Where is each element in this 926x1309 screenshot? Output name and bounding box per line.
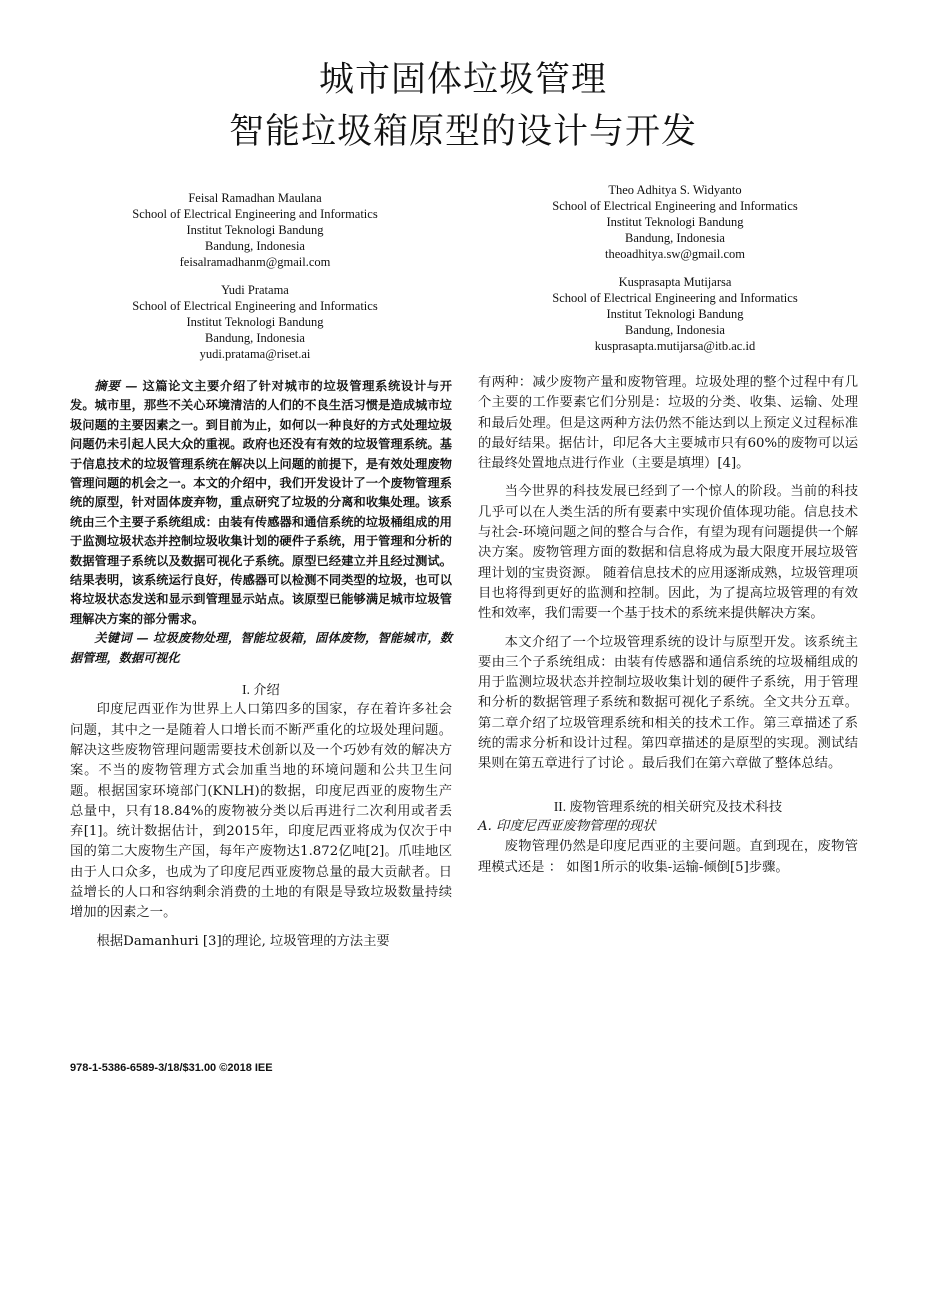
section-heading-1: I. 介绍 [242,682,280,698]
copyright-footer: 978-1-5386-6589-3/18/$31.00 ©2018 IEE [70,1062,273,1074]
intro-paragraph-5: 本文介绍了一个垃圾管理系统的设计与原型开发。该系统主要由三个子系统组成：由装有传感器和通信系统的垃圾桶组成的用于监测垃圾状态并控制垃圾收集计划的硬件子系统，用于管理和分析的数据管理子系统和数据可视化子系统。全文共分五章。第二章介绍了垃圾管理系统和相关的技术工作。第三章描述了系统的需求分析和设计过程。第四章描述的是原型的实现。测试结果则在第五章进行了讨论 。最后我们在第六章做了整体总结。 [478,634,858,772]
author-city: Bandung, Indonesia [205,239,305,253]
section2-paragraph-1: 废物管理仍然是印度尼西亚的主要问题。直到现在，废物管理模式还是 ： 如图1所示的收集-运输-倾倒[5]步骤。 [478,839,858,875]
author-block-2 [515,182,835,262]
abstract [70,377,452,629]
keywords [70,629,452,668]
author-name: Theo Adhitya S. Widyanto [608,183,742,197]
keywords-label: 关键词 — [94,631,149,646]
author-block-3 [95,282,415,362]
right-column [478,373,858,878]
author-city: Bandung, Indonesia [625,323,725,337]
abstract-text: 这篇论文主要介绍了针对城市的垃圾管理系统设计与开发。城市里，那些不关心环境清洁的人们的不良生活习惯是造成城市垃圾问题的主要因素之一。到目前为止，如何以一种良好的方式处理垃圾问题仍未引起人民大众的重视。政府也还没有有效的垃圾管理系统。基于信息技术的垃圾管理系统在解决以上问题的前提下，是有效处理废物管理问题的机会之一。本文的介绍中，我们开发设计了一个废物管理系统的原型，针对固体废弃物，重点研究了垃圾的分离和收集处理。该系统由三个主要子系统组成：由装有传感器和通信系统的垃圾桶组成的用于监测垃圾状态并控制垃圾收集计划的硬件子系统，用于管理和分析的数据管理子系统以及数据可视化子系统。原型已经建立并且经过测试。结果表明，该系统运行良好，传感器可以检测不同类型的垃圾，也可以将垃圾状态发送和显示到管理显示站点。该原型已能够满足城市垃圾管理解决方案的部分需求。 [70,379,453,626]
intro-paragraph-4: 当今世界的科技发展已经到了一个惊人的阶段。当前的科技几乎可以在人类生活的所有要素中实现价值体现功能。信息技术与社会-环境问题之间的整合与合作，有望为现有问题提供一个解决方案。废物管理方面的数据和信息将成为最大限度开展垃圾管理计划的宝贵资源。 随着信息技术的应用逐渐成熟，垃圾管理项目也将得到更好的监测和控制。因此，为了提高垃圾管理的有效性和效率，我们需要一个基于技术的系统来提供解决方案。 [478,484,858,622]
abstract-label: 摘要 — [94,379,138,393]
author-email: kusprasapta.mutijarsa@itb.ac.id [594,339,756,353]
author-name: Yudi Pratama [221,283,289,297]
author-institute: Institut Teknologi Bandung [606,215,744,229]
author-institute: Institut Teknologi Bandung [606,307,744,321]
section-heading-2: II. 废物管理系统的相关研究及技术科技 [553,798,783,814]
left-column [70,377,452,952]
author-school: School of Electrical Engineering and Informatics [552,291,798,305]
author-email: feisalramadhanm@gmail.com [179,255,331,269]
author-city: Bandung, Indonesia [205,331,305,345]
paper-title-line-1: 城市固体垃圾管理 [318,60,607,100]
author-institute: Institut Teknologi Bandung [186,223,324,237]
subsection-heading-2a: A. 印度尼西亚废物管理的现状 [478,818,656,834]
author-school: School of Electrical Engineering and Informatics [132,207,378,221]
author-name: Feisal Ramadhan Maulana [188,191,322,205]
intro-paragraph-3: 有两种：减少废物产量和废物管理。垃圾处理的整个过程中有几个主要的工作要素它们分别是：垃圾的分类、收集、运输、处理和最后处理。但是这两种方法仍然不能达到以上预定义过程标准的最好结果。据估计，印尼各大主要城市只有60%的废物可以运往最终处置地点进行作业（主要是填埋）[4]。 [478,375,858,472]
paper-title-line-2: 智能垃圾箱原型的设计与开发 [228,112,697,152]
author-name: Kusprasapta Mutijarsa [618,275,732,289]
author-school: School of Electrical Engineering and Informatics [552,199,798,213]
author-city: Bandung, Indonesia [625,231,725,245]
intro-paragraph-2: 根据Damanhuri [3]的理论, 垃圾管理的方法主要 [96,933,390,949]
author-email: yudi.pratama@riset.ai [199,347,311,361]
author-block-4 [515,274,835,354]
author-email: theoadhitya.sw@gmail.com [605,247,745,261]
author-institute: Institut Teknologi Bandung [186,315,324,329]
keywords-text: 垃圾废物处理，智能垃圾箱，固体废物，智能城市，数据管理，数据可视化 [70,631,453,665]
author-block-1 [95,190,415,270]
author-school: School of Electrical Engineering and Informatics [132,299,378,313]
intro-paragraph-1: 印度尼西亚作为世界上人口第四多的国家，存在着许多社会问题，其中之一是随着人口增长而不断严重化的垃圾处理问题。解决这些废物管理问题需要技术创新以及一个巧妙有效的解决方案。不当的废物管理方式会加重当地的环境问题和公共卫生问题。根据国家环境部门(KNLH)的数据，印度尼西亚的废物生产总量中，只有18.84%的废物被分类以后再进行二次利用或者丢弃[1]。统计数据估计，到2015年，印度尼西亚将成为仅次于中国的第二大废物生产国，每年产废物达1.872亿吨[2]。爪哇地区由于人口众多，也成为了印度尼西亚废物总量的最大贡献者。日益增长的人口和容纳剩余消费的土地的有限是导致垃圾数量持续增加的因素之一。 [70,702,452,921]
